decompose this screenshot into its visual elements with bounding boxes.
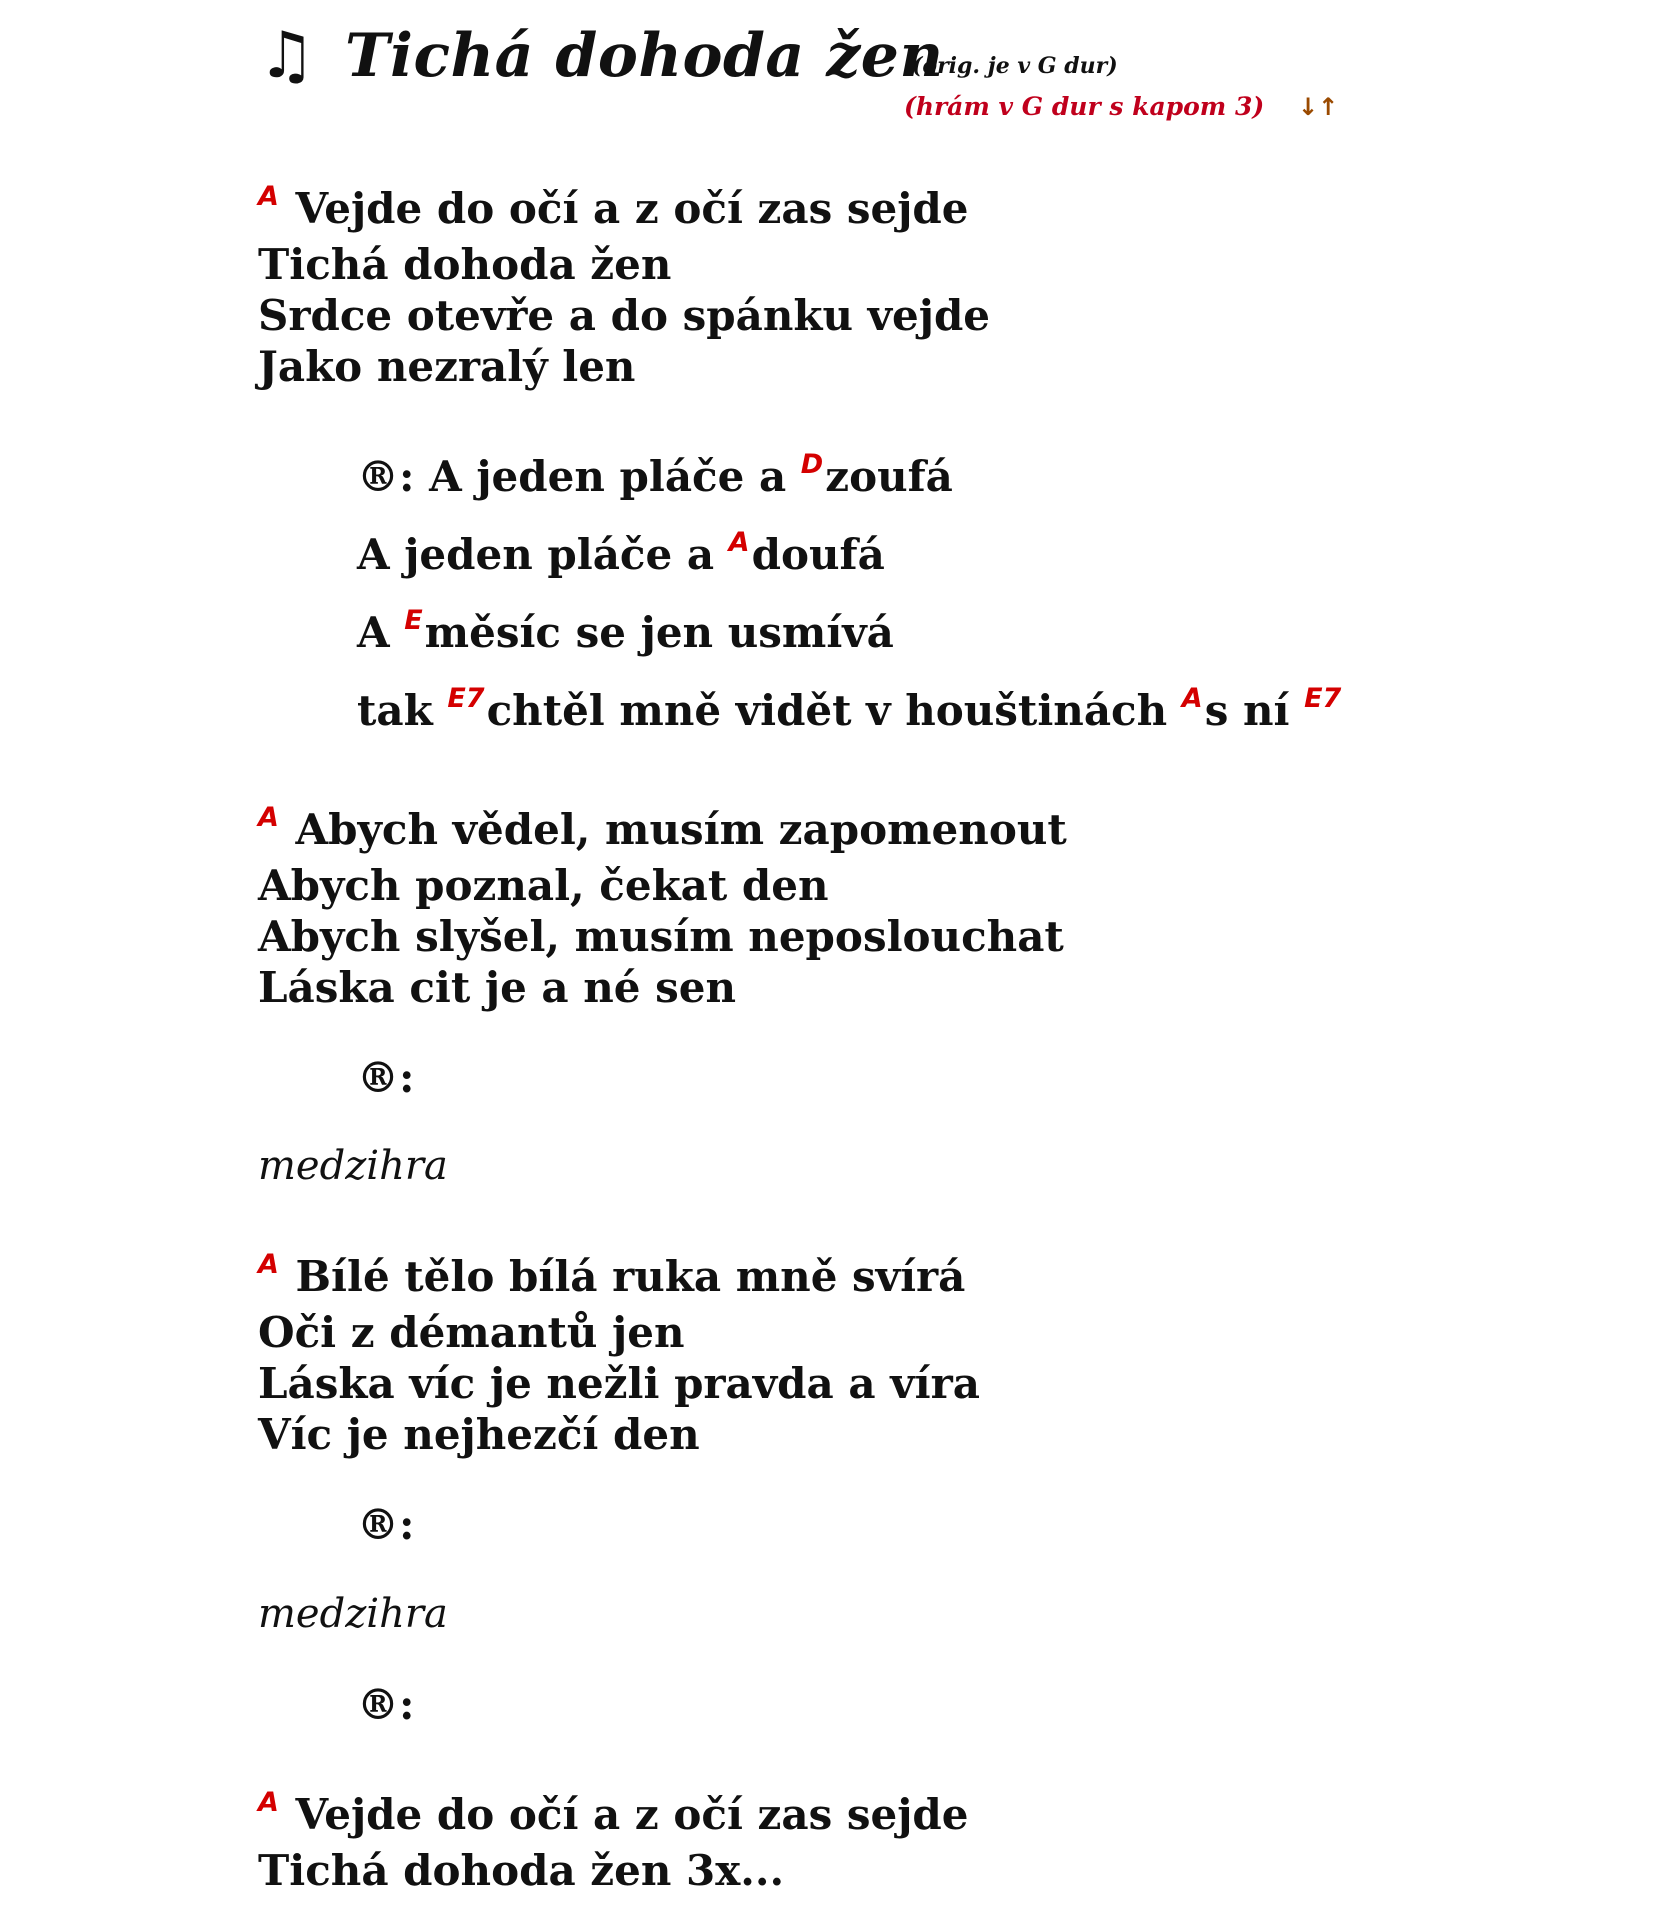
refrain-marker: ®: bbox=[357, 1500, 415, 1549]
verse1-line3: Srdce otevře a do spánku vejde bbox=[258, 291, 991, 340]
transpose-icon[interactable]: ↓↑ bbox=[1298, 93, 1339, 121]
verse1-line1 bbox=[258, 181, 969, 240]
chord-label[interactable]: E7 bbox=[1304, 683, 1342, 714]
chord-label[interactable]: A bbox=[258, 181, 279, 212]
lyric-text: chtěl mně vidět v houštinách bbox=[486, 686, 1182, 735]
lyric-text: Vejde do očí a z očí zas sejde bbox=[295, 184, 969, 233]
outro-line2: Tichá dohoda žen 3x... bbox=[258, 1846, 785, 1895]
chord-label[interactable]: A bbox=[728, 527, 750, 558]
lyric-text: s ní bbox=[1204, 686, 1305, 735]
refrain-marker: ®: bbox=[357, 1053, 415, 1102]
verse2-line3: Abych slyšel, musím neposlouchat bbox=[258, 912, 1064, 961]
verse3-line1 bbox=[258, 1249, 966, 1308]
verse1-line2: Tichá dohoda žen bbox=[258, 240, 672, 289]
lyric-text: A jeden pláče a bbox=[357, 530, 729, 579]
chord-label[interactable]: D bbox=[800, 449, 824, 480]
interlude-label: medzihra bbox=[258, 1591, 448, 1637]
song-title: Tichá dohoda žen bbox=[345, 21, 944, 91]
verse3-line3: Láska víc je nežli pravda a víra bbox=[258, 1359, 980, 1408]
lyric-text: Vejde do očí a z očí zas sejde bbox=[295, 1790, 969, 1839]
chord-label[interactable]: A bbox=[1181, 683, 1203, 714]
chord-label[interactable]: E7 bbox=[447, 683, 485, 714]
chord-label[interactable]: E bbox=[404, 605, 423, 636]
chorus-line1 bbox=[357, 449, 953, 508]
verse2-line2: Abych poznal, čekat den bbox=[258, 861, 829, 910]
verse1-line4: Jako nezralý len bbox=[258, 342, 636, 391]
lyric-text: Abych vědel, musím zapomenout bbox=[295, 805, 1067, 854]
chorus-line4 bbox=[357, 683, 1343, 742]
chord-label[interactable]: A bbox=[258, 1249, 279, 1280]
lyric-text: doufá bbox=[751, 530, 885, 579]
refrain-marker: ®: bbox=[357, 1680, 415, 1729]
original-key-note: (orig. je v G dur) bbox=[912, 53, 1118, 79]
lyric-text: ®: A jeden pláče a bbox=[357, 452, 801, 501]
verse3-line2: Oči z démantů jen bbox=[258, 1308, 685, 1357]
chorus-line2 bbox=[357, 527, 885, 586]
music-note-icon: ♫ bbox=[258, 19, 316, 93]
verse3-line4: Víc je nejhezčí den bbox=[258, 1410, 700, 1459]
capo-note: (hrám v G dur s kapom 3) bbox=[904, 92, 1265, 121]
verse2-line4: Láska cit je a né sen bbox=[258, 963, 737, 1012]
outro-line1 bbox=[258, 1787, 969, 1846]
lyric-text: tak bbox=[357, 686, 448, 735]
verse2-line1 bbox=[258, 802, 1067, 861]
lyric-text: měsíc se jen usmívá bbox=[424, 608, 894, 657]
lyric-text: zoufá bbox=[825, 452, 953, 501]
chord-label[interactable]: A bbox=[258, 1787, 279, 1818]
chorus-line3 bbox=[357, 605, 894, 664]
interlude-label: medzihra bbox=[258, 1143, 448, 1189]
lyric-text: Bílé tělo bílá ruka mně svírá bbox=[295, 1252, 966, 1301]
chord-label[interactable]: A bbox=[258, 802, 279, 833]
lyric-text: A bbox=[357, 608, 405, 657]
